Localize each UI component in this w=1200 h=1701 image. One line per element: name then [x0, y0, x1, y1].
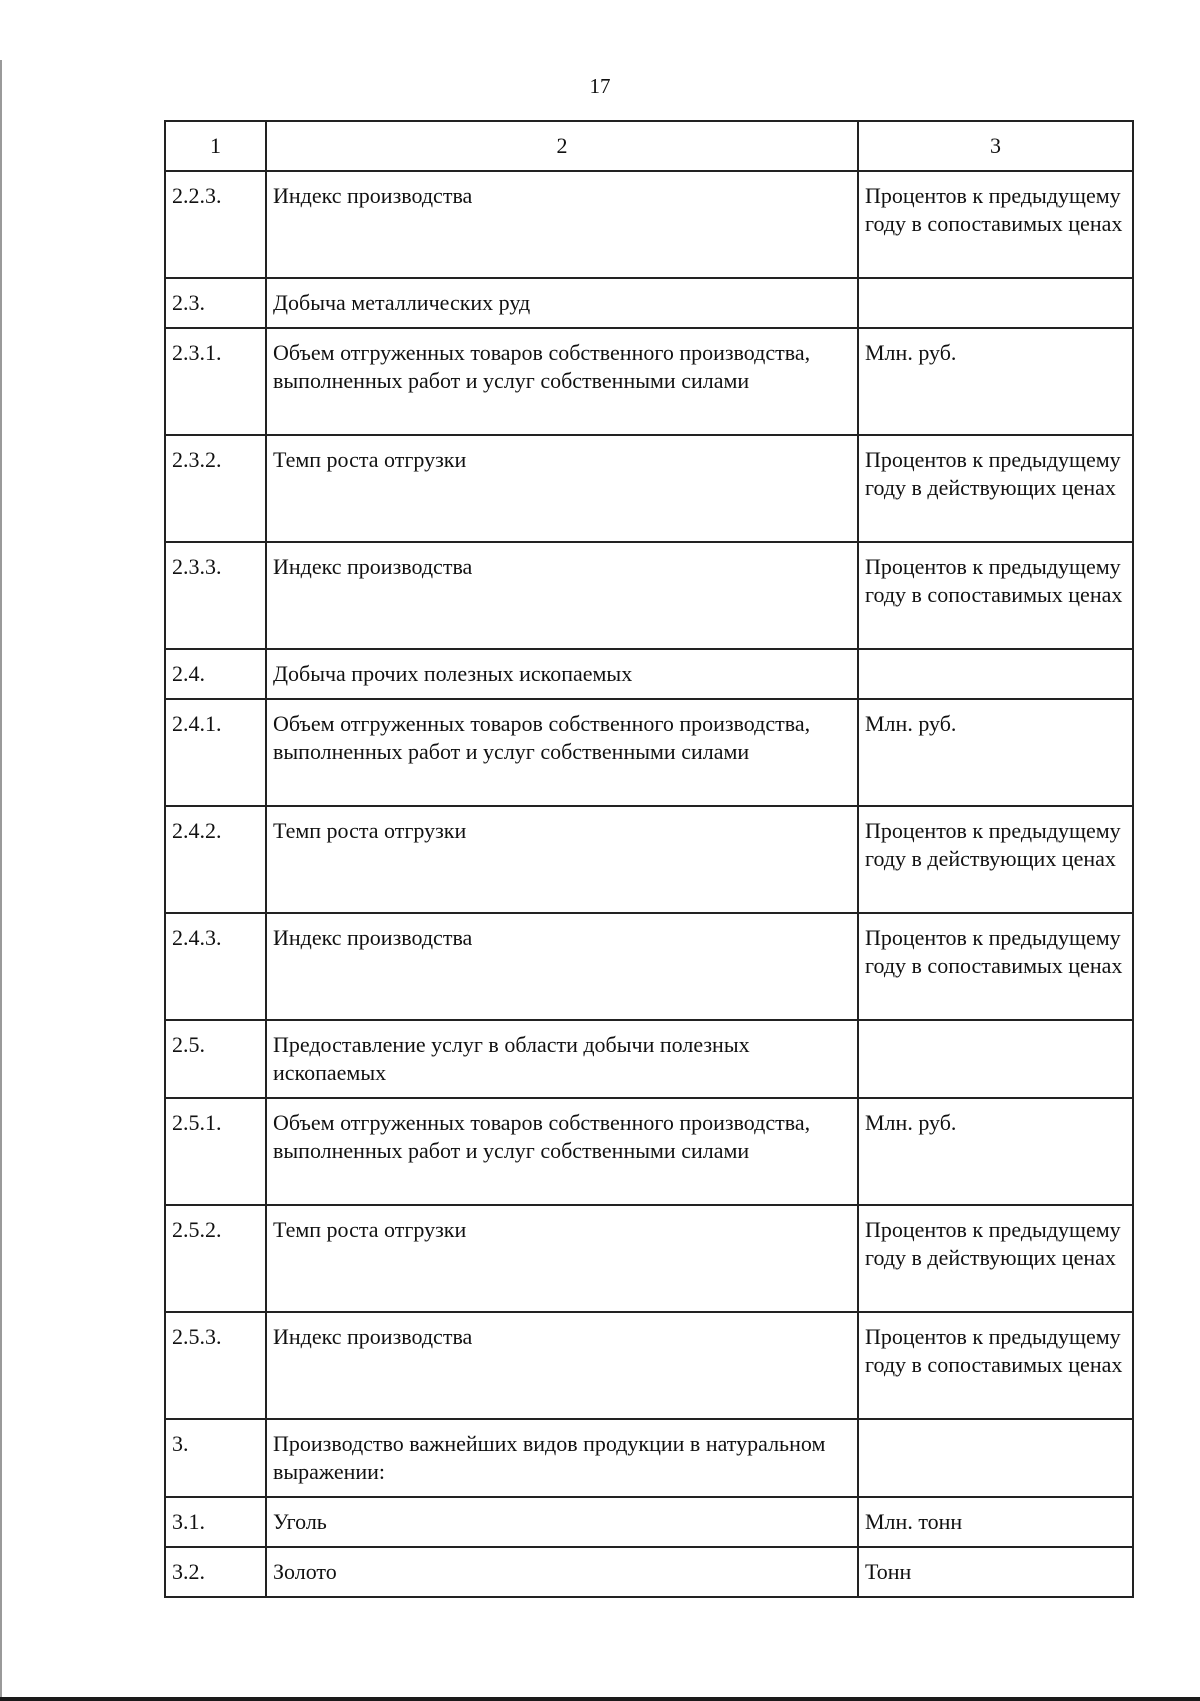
table-row: [165, 649, 1133, 699]
row-unit: Процентов к предыдущему году в сопоставимых ценах: [858, 913, 1133, 1020]
row-indicator: Золото: [266, 1547, 858, 1597]
row-number: 3.: [165, 1419, 266, 1497]
row-number: 2.3.1.: [165, 328, 266, 435]
row-unit: [858, 278, 1133, 328]
row-indicator: Добыча прочих полезных ископаемых: [266, 649, 858, 699]
row-number: 2.5.2.: [165, 1205, 266, 1312]
table-header-row: [165, 121, 1133, 171]
row-unit: Процентов к предыдущему году в действующих ценах: [858, 806, 1133, 913]
table-row: [165, 435, 1133, 542]
page-number: 17: [589, 74, 611, 98]
row-number: 2.3.2.: [165, 435, 266, 542]
row-unit: Млн. руб.: [858, 328, 1133, 435]
row-indicator: Производство важнейших видов продукции в натуральном выражении:: [266, 1419, 858, 1497]
row-unit: Процентов к предыдущему году в действующих ценах: [858, 1205, 1133, 1312]
row-unit: [858, 1419, 1133, 1497]
table-row: [165, 171, 1133, 278]
row-indicator: Объем отгруженных товаров собственного производства, выполненных работ и услуг собственными силами: [266, 1098, 858, 1205]
row-number: 2.3.3.: [165, 542, 266, 649]
column-header-number: 1: [165, 121, 266, 171]
table-row: [165, 1020, 1133, 1098]
row-indicator: Индекс производства: [266, 542, 858, 649]
table-row: [165, 1098, 1133, 1205]
row-number: 2.5.: [165, 1020, 266, 1098]
table-row: [165, 699, 1133, 806]
row-indicator: Темп роста отгрузки: [266, 806, 858, 913]
row-number: 2.5.3.: [165, 1312, 266, 1419]
table-row: [165, 913, 1133, 1020]
row-number: 2.4.1.: [165, 699, 266, 806]
row-unit: Процентов к предыдущему году в сопоставимых ценах: [858, 171, 1133, 278]
row-number: 2.2.3.: [165, 171, 266, 278]
row-indicator: Индекс производства: [266, 171, 858, 278]
table-row: [165, 1547, 1133, 1597]
row-unit: Процентов к предыдущему году в сопоставимых ценах: [858, 542, 1133, 649]
row-number: 3.2.: [165, 1547, 266, 1597]
table-row: [165, 278, 1133, 328]
row-unit: Млн. тонн: [858, 1497, 1133, 1547]
row-indicator: Объем отгруженных товаров собственного производства, выполненных работ и услуг собственными силами: [266, 699, 858, 806]
row-unit: Тонн: [858, 1547, 1133, 1597]
scan-edge-left: [0, 60, 2, 1701]
row-unit: Процентов к предыдущему году в действующих ценах: [858, 435, 1133, 542]
row-indicator: Индекс производства: [266, 1312, 858, 1419]
row-unit: Процентов к предыдущему году в сопоставимых ценах: [858, 1312, 1133, 1419]
table-row: [165, 1205, 1133, 1312]
table-row: [165, 1419, 1133, 1497]
row-indicator: Индекс производства: [266, 913, 858, 1020]
row-indicator: Темп роста отгрузки: [266, 1205, 858, 1312]
row-indicator: Темп роста отгрузки: [266, 435, 858, 542]
row-number: 2.5.1.: [165, 1098, 266, 1205]
row-number: 3.1.: [165, 1497, 266, 1547]
row-number: 2.4.: [165, 649, 266, 699]
row-unit: [858, 1020, 1133, 1098]
table-row: [165, 1497, 1133, 1547]
row-unit: Млн. руб.: [858, 699, 1133, 806]
row-unit: [858, 649, 1133, 699]
column-header-unit: 3: [858, 121, 1133, 171]
indicators-table: [164, 120, 1134, 1598]
table-row: [165, 806, 1133, 913]
row-number: 2.3.: [165, 278, 266, 328]
scan-edge-bottom: [0, 1697, 1200, 1701]
row-number: 2.4.2.: [165, 806, 266, 913]
row-indicator: Уголь: [266, 1497, 858, 1547]
table-row: [165, 1312, 1133, 1419]
column-header-indicator: 2: [266, 121, 858, 171]
row-indicator: Объем отгруженных товаров собственного производства, выполненных работ и услуг собственными силами: [266, 328, 858, 435]
table-row: [165, 328, 1133, 435]
table-row: [165, 542, 1133, 649]
row-number: 2.4.3.: [165, 913, 266, 1020]
row-indicator: Добыча металлических руд: [266, 278, 858, 328]
row-indicator: Предоставление услуг в области добычи полезных ископаемых: [266, 1020, 858, 1098]
row-unit: Млн. руб.: [858, 1098, 1133, 1205]
